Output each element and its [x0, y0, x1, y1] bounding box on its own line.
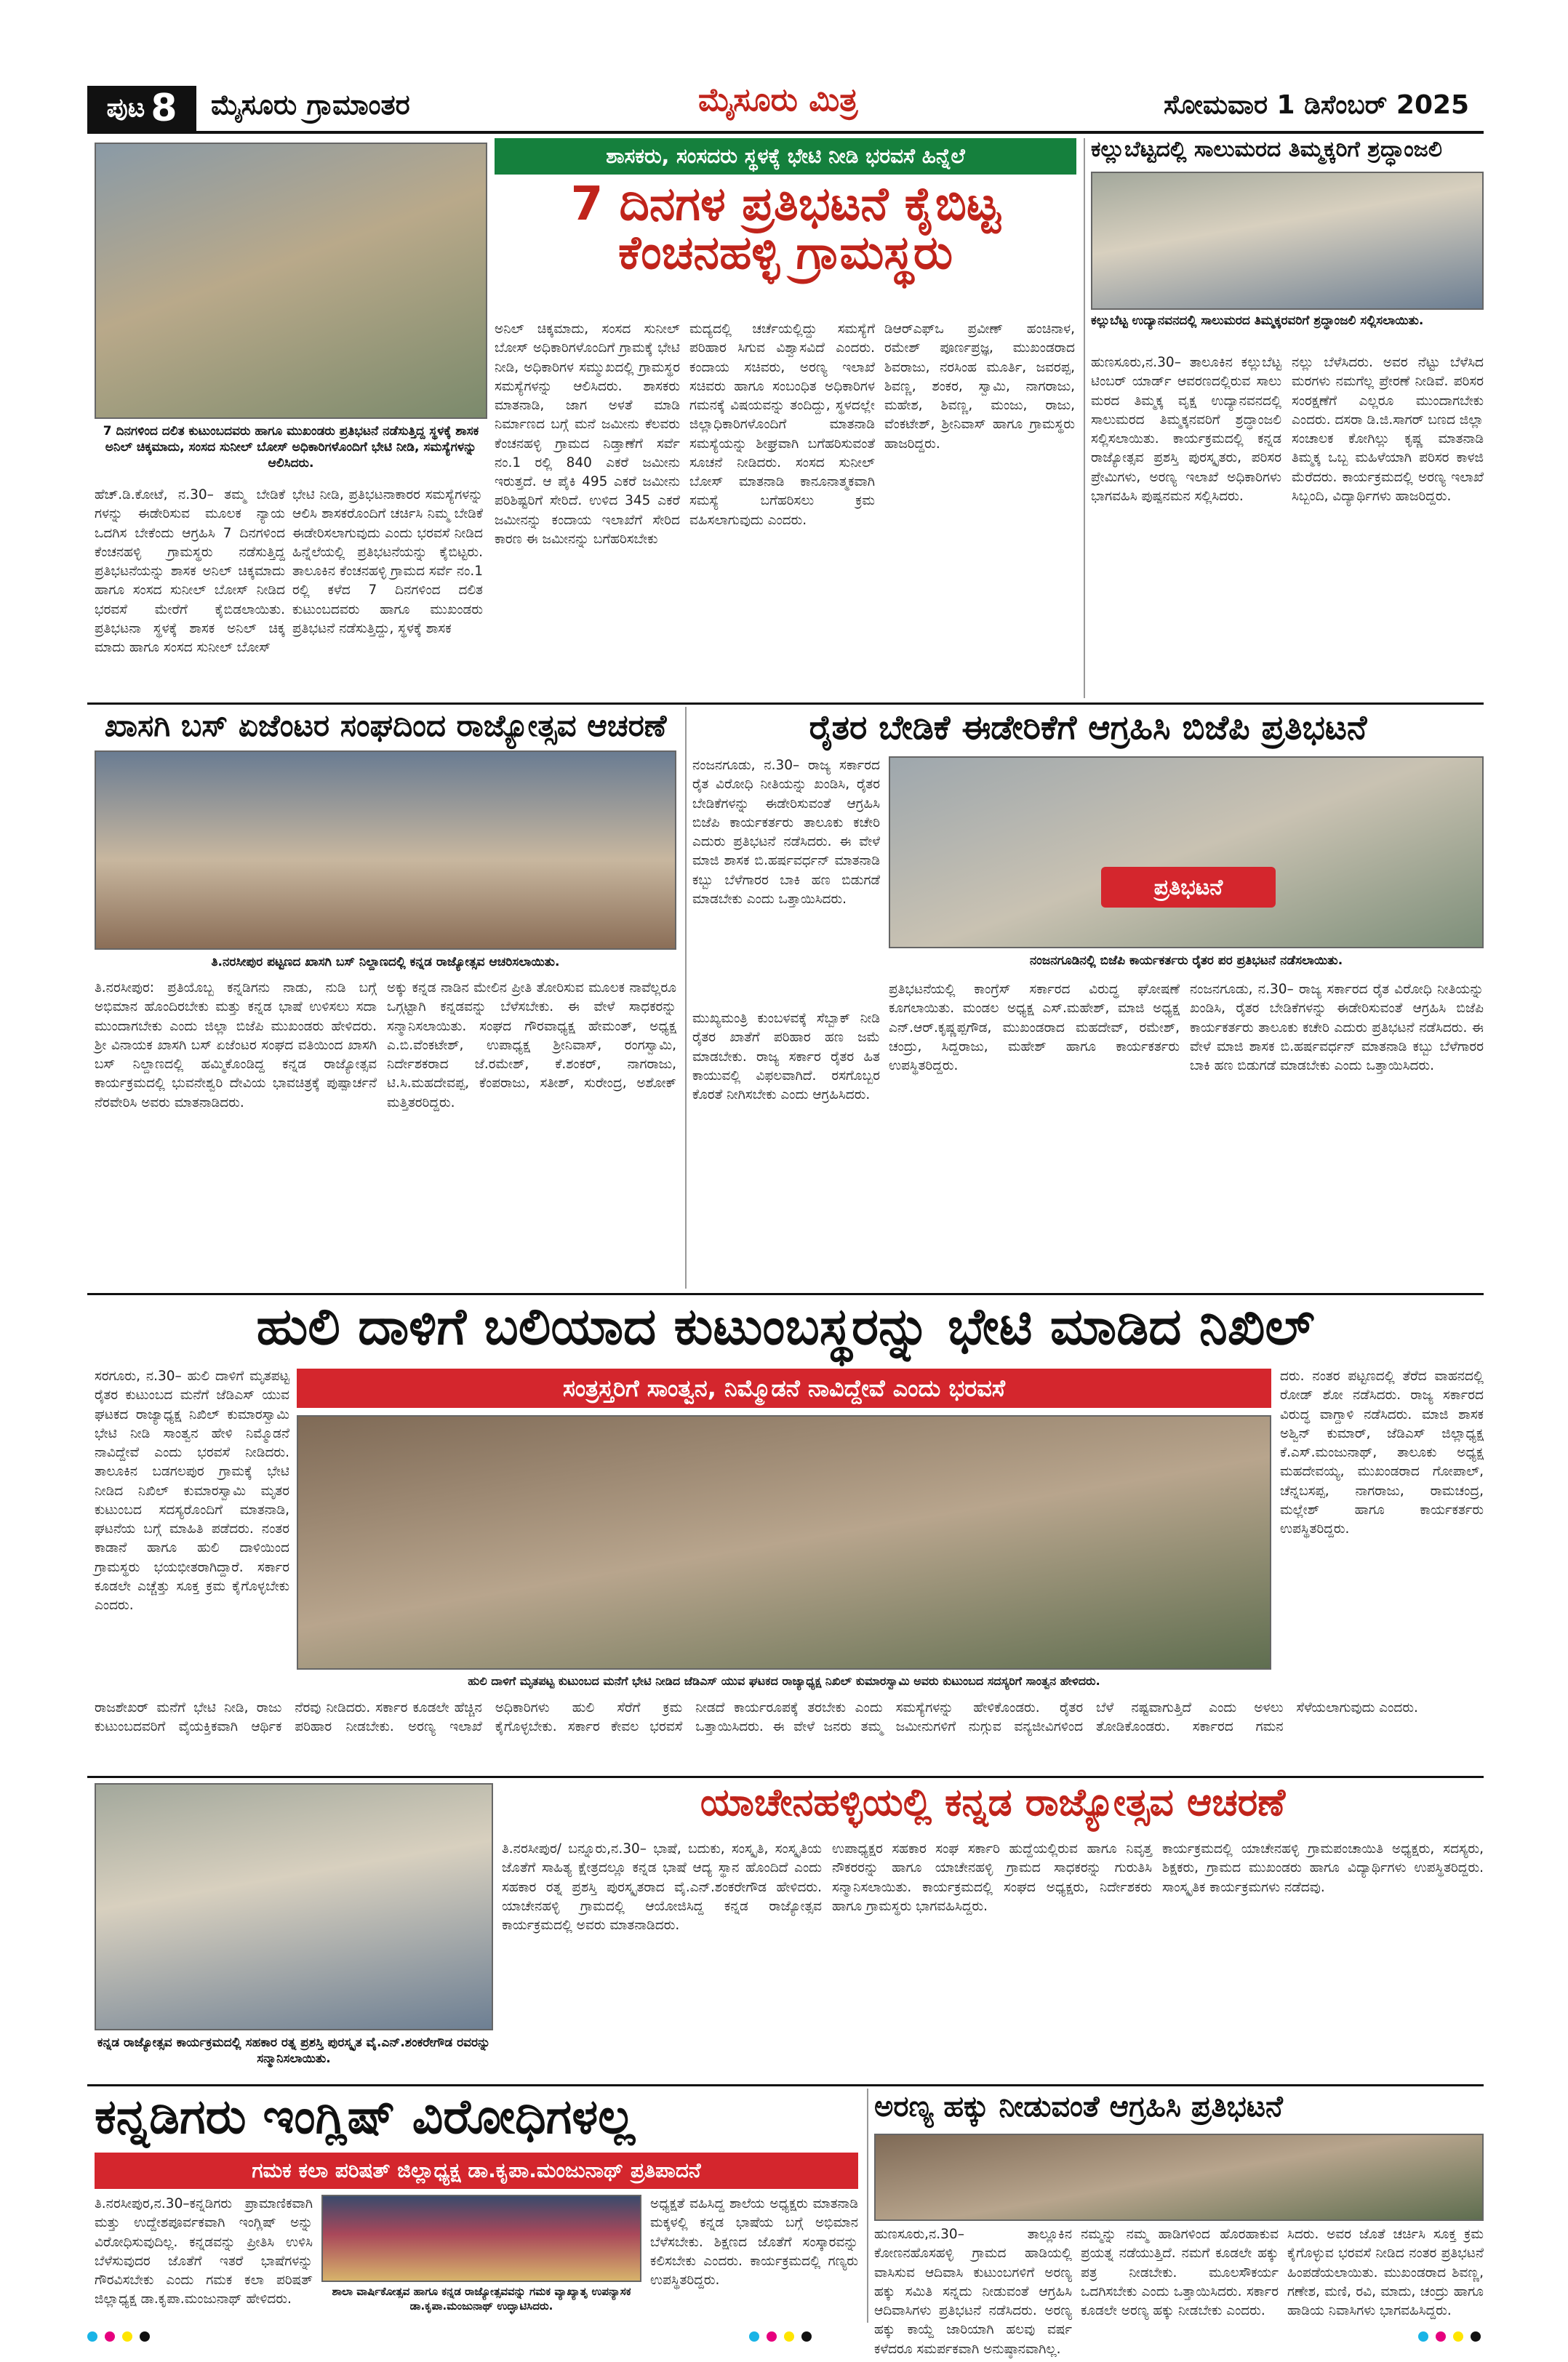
story7-caption: ಶಾಲಾ ವಾರ್ಷಿಕೋತ್ಸವ ಹಾಗೂ ಕನ್ನಡ ರಾಜ್ಯೋತ್ಸವವನ್ನು ಗಮಕ ವ್ಯಾಖ್ಯಾತೃ ಉಪನ್ಯಾಸಕ ಡಾ.ಕೃಪಾ.ಮಂಜುನಾಥ್ ಉದ್ಘಾಟಿಸಿದರು.	[332, 2285, 631, 2313]
column-divider	[685, 707, 687, 1289]
column-divider	[867, 2089, 868, 2323]
protest-photo	[95, 143, 487, 419]
cyan-dot	[749, 2331, 759, 2342]
story1-body-col5: ಡಿಆರ್‌ಎಫ್‌ಒ ಪ್ರವೀಣ್ ಹಂಚಿನಾಳ, ರಮೇಶ್ ಪೂರ್ಣಪ್ರಜ್ಞ, ಮುಖಂಡರಾದ ಶಿವರಾಜು, ನರಸಿಂಹ ಮೂರ್ತಿ, ಜವರಪ್ಪ, ಶಿವಣ್ಣ, ಶಂಕರ, ಸ್ವಾಮಿ, ನಾಗರಾಜು, ಮಹೇಶ, ಶಿವಣ್ಣ, ಮಂಜು, ರಾಜು, ವೆಂಕಟೇಶ್, ಶ್ರೀನಿವಾಸ್ ಹಾಗೂ ಗ್ರಾಮಸ್ಥರು ಹಾಜರಿದ್ದರು.	[884, 321, 1075, 452]
story2-body-col2: ನಲ್ಲು ಬೆಳೆಸಿದರು. ಅವರ ನೆಟ್ಟು ಬೆಳೆಸಿದ ಮರಗಳು ನಮಗೆಲ್ಲ ಪ್ರೇರಣೆ ನೀಡಿವೆ. ಪರಿಸರ ಸಂರಕ್ಷಣೆಗೆ ಎಲ್ಲರೂ ಮುಂದಾಗಬೇಕು ಎಂದರು. ದಸರಾ ಡಿ.ಜಿ.ಸಾಗರ್ ಬಣದ ಜಿಲ್ಲಾ ಸಂಚಾಲಕ ಕೋಗಿಲ್ಲು ಕೃಷ್ಣ ಮಾತನಾಡಿ ತಿಮ್ಮಕ್ಕ ಒಬ್ಬ ಮಹಿಳೆಯಾಗಿ ಪರಿಸರ ಕಾಳಜಿ ಮೆರೆದರು. ಕಾರ್ಯಕ್ರಮದಲ್ಲಿ ಅರಣ್ಯ ಇಲಾಖೆ ಸಿಬ್ಬಂದಿ, ವಿದ್ಯಾರ್ಥಿಗಳು ಹಾಜರಿದ್ದರು.	[1292, 355, 1484, 504]
page-label: ಪುಟ	[106, 93, 145, 123]
tribute-photo	[1091, 172, 1484, 310]
story4-body-col1: ನಂಜನಗೂಡು, ನ.30– ರಾಜ್ಯ ಸರ್ಕಾರದ ರೈತ ವಿರೋಧಿ ನೀತಿಯನ್ನು ಖಂಡಿಸಿ, ರೈತರ ಬೇಡಿಕೆಗಳನ್ನು ಈಡೇರಿಸುವಂತೆ ಆಗ್ರಹಿಸಿ ಬಿಜೆಪಿ ಕಾರ್ಯಕರ್ತರು ತಾಲೂಕು ಕಚೇರಿ ಎದುರು ಪ್ರತಿಭಟನೆ ನಡೆಸಿದರು. ಈ ವೇಳೆ ಮಾಜಿ ಶಾಸಕ ಬಿ.ಹರ್ಷವರ್ಧನ್ ಮಾತನಾಡಿ ಕಬ್ಬು ಬೆಳೆಗಾರರ ಬಾಕಿ ಹಣ ಬಿಡುಗಡೆ ಮಾಡಬೇಕು ಎಂದು ಒತ್ತಾಯಿಸಿದರು.	[692, 758, 880, 907]
story5-body-col1: ಸರಗೂರು, ನ.30– ಹುಲಿ ದಾಳಿಗೆ ಮೃತಪಟ್ಟ ರೈತರ ಕುಟುಂಬದ ಮನೆಗೆ ಜೆಡಿಎಸ್ ಯುವ ಘಟಕದ ರಾಜ್ಯಾಧ್ಯಕ್ಷ ನಿಖಿಲ್ ಕುಮಾರಸ್ವಾಮಿ ಭೇಟಿ ನೀಡಿ ಸಾಂತ್ವನ ಹೇಳಿ ನಿಮ್ಮೊಡನೆ ನಾವಿದ್ದೇವೆ ಎಂದು ಭರವಸೆ ನೀಡಿದರು. ತಾಲೂಕಿನ ಬಡಗಲಪುರ ಗ್ರಾಮಕ್ಕೆ ಭೇಟಿ ನೀಡಿದ ನಿಖಿಲ್ ಕುಮಾರಸ್ವಾಮಿ ಮೃತರ ಕುಟುಂಬದ ಸದಸ್ಯರೊಂದಿಗೆ ಮಾತನಾಡಿ, ಘಟನೆಯ ಬಗ್ಗೆ ಮಾಹಿತಿ ಪಡೆದರು. ನಂತರ ಕಾಡಾನೆ ಹಾಗೂ ಹುಲಿ ದಾಳಿಯಿಂದ ಗ್ರಾಮಸ್ಥರು ಭಯಭೀತರಾಗಿದ್ದಾರೆ. ಸರ್ಕಾರ ಕೂಡಲೇ ಎಚ್ಚೆತ್ತು ಸೂಕ್ತ ಕ್ರಮ ಕೈಗೊಳ್ಳಬೇಕು ಎಂದರು.	[95, 1369, 289, 1614]
bjp-protest-photo	[889, 756, 1484, 948]
story1-headline-line2: ಕೆಂಚನಹಳ್ಳಿ ಗ್ರಾಮಸ್ಥರು	[617, 226, 953, 281]
story1-headline	[495, 177, 1076, 281]
bus-agents-photo	[95, 750, 676, 950]
page-number: 8	[151, 87, 177, 130]
registration-dots-right	[1418, 2331, 1481, 2342]
forest-rights-protest-photo	[874, 2134, 1484, 2221]
nikhil-visit-photo	[297, 1415, 1271, 1670]
story4-body-col3: ಪ್ರತಿಭಟನೆಯಲ್ಲಿ ಕಾಂಗ್ರೆಸ್ ಸರ್ಕಾರದ ವಿರುದ್ಧ ಘೋಷಣೆ ಕೂಗಲಾಯಿತು. ಮಂಡಲ ಅಧ್ಯಕ್ಷ ಎಸ್.ಮಹೇಶ್, ಮಾಜಿ ಅಧ್ಯಕ್ಷ ಎನ್.ಆರ್.ಕೃಷ್ಣಪ್ಪಗೌಡ, ಮುಖಂಡರಾದ ಮಹದೇವ್, ರಮೇಶ್, ಚಂದ್ರು, ಸಿದ್ದರಾಜು, ಮಹೇಶ್ ಹಾಗೂ ಕಾರ್ಯಕರ್ತರು ಉಪಸ್ಥಿತರಿದ್ದರು.	[889, 982, 1180, 1074]
publication-date: ಸೋಮವಾರ 1 ಡಿಸೆಂಬರ್ 2025	[1164, 90, 1470, 120]
story2-body-col1: ಹುಣಸೂರು,ನ.30– ತಾಲೂಕಿನ ಕಲ್ಲುಬೆಟ್ಟ ಟಿಂಬರ್ ಯಾರ್ಡ್ ಆವರಣದಲ್ಲಿರುವ ಸಾಲು ಮರದ ತಿಮ್ಮಕ್ಕ ವೃಕ್ಷ ಉದ್ಯಾನವನದಲ್ಲಿ ಸಾಲುಮರದ ತಿಮ್ಮಕ್ಕನವರಿಗೆ ಶ್ರದ್ಧಾಂಜಲಿ ಸಲ್ಲಿಸಲಾಯಿತು. ಕಾರ್ಯಕ್ರಮದಲ್ಲಿ ಕನ್ನಡ ರಾಜ್ಯೋತ್ಸವ ಪ್ರಶಸ್ತಿ ಪುರಸ್ಕೃತರು, ಪರಿಸರ ಪ್ರೇಮಿಗಳು, ಅರಣ್ಯ ಇಲಾಖೆ ಅಧಿಕಾರಿಗಳು ಭಾಗವಹಿಸಿ ಪುಷ್ಪನಮನ ಸಲ್ಲಿಸಿದರು.	[1091, 355, 1281, 504]
row-divider	[87, 1776, 1484, 1778]
story5-body-continued: ರಾಜಶೇಖರ್ ಮನೆಗೆ ಭೇಟಿ ನೀಡಿ, ರಾಜು ಕುಟುಂಬದವರಿಗೆ ವೈಯಕ್ತಿಕವಾಗಿ ಆರ್ಥಿಕ ನೆರವು ನೀಡಿದರು. ಸರ್ಕಾರ ಕೂಡಲೇ ಹೆಚ್ಚಿನ ಪರಿಹಾರ ನೀಡಬೇಕು. ಅರಣ್ಯ ಇಲಾಖೆ ಅಧಿಕಾರಿಗಳು ಹುಲಿ ಸೆರೆಗೆ ಕ್ರಮ ಕೈಗೊಳ್ಳಬೇಕು. ಸರ್ಕಾರ ಕೇವಲ ಭರವಸೆ ನೀಡದೆ ಕಾರ್ಯರೂಪಕ್ಕೆ ತರಬೇಕು ಎಂದು ಒತ್ತಾಯಿಸಿದರು. ಈ ವೇಳೆ ಜನರು ತಮ್ಮ ಸಮಸ್ಯೆಗಳನ್ನು ಹೇಳಿಕೊಂಡರು. ರೈತರ ಜಮೀನುಗಳಿಗೆ ನುಗ್ಗುವ ವನ್ಯಜೀವಿಗಳಿಂದ ಬೆಳೆ ನಷ್ಟವಾಗುತ್ತಿದೆ ಎಂದು ಅಳಲು ತೋಡಿಕೊಂಡರು. ಸರ್ಕಾರದ ಗಮನ ಸೆಳೆಯಲಾಗುವುದು ಎಂದರು.	[95, 1700, 1418, 1735]
column-divider	[1084, 138, 1085, 698]
yellow-dot	[1453, 2331, 1463, 2342]
story1-caption: 7 ದಿನಗಳಿಂದ ದಲಿತ ಕುಟುಂಬದವರು ಹಾಗೂ ಮುಖಂಡರು ಪ್ರತಿಭಟನೆ ನಡೆಸುತ್ತಿದ್ದ ಸ್ಥಳಕ್ಕೆ ಶಾಸಕ ಅನಿಲ್ ಚಿಕ್ಕಮಾದು, ಸಂಸದ ಸುನೀಲ್ ಬೋಸ್ ಅಧಿಕಾರಿಗಳೊಂದಿಗೆ ಭೇಟಿ ನೀಡಿ, ಸಮಸ್ಯೆಗಳನ್ನು ಆಲಿಸಿದರು.	[103, 424, 479, 471]
school-event-photo	[321, 2195, 641, 2282]
story2-caption: ಕಲ್ಲುಬೆಟ್ಟ ಉದ್ಯಾನವನದಲ್ಲಿ ಸಾಲುಮರದ ತಿಮ್ಮಕ್ಕರವರಿಗೆ ಶ್ರದ್ಧಾಂಜಲಿ ಸಲ್ಲಿಸಲಾಯಿತು.	[1091, 313, 1424, 328]
story5-body-col2: ದರು. ನಂತರ ಪಟ್ಟಣದಲ್ಲಿ ತೆರೆದ ವಾಹನದಲ್ಲಿ ರೋಡ್ ಶೋ ನಡೆಸಿದರು. ರಾಜ್ಯ ಸರ್ಕಾರದ ವಿರುದ್ಧ ವಾಗ್ದಾಳಿ ನಡೆಸಿದರು. ಮಾಜಿ ಶಾಸಕ ಅಶ್ವಿನ್ ಕುಮಾರ್, ಜೆಡಿಎಸ್ ಜಿಲ್ಲಾಧ್ಯಕ್ಷ ಕೆ.ಎಸ್.ಮಂಜುನಾಥ್, ತಾಲೂಕು ಅಧ್ಯಕ್ಷ ಮಹದೇವಯ್ಯ, ಮುಖಂಡರಾದ ಗೋಪಾಲ್, ಚೆನ್ನಬಸಪ್ಪ, ನಾಗರಾಜು, ರಾಮಚಂದ್ರ, ಮಲ್ಲೇಶ್ ಹಾಗೂ ಕಾರ್ಯಕರ್ತರು ಉಪಸ್ಥಿತರಿದ್ದರು.	[1280, 1369, 1484, 1537]
row-divider	[87, 2084, 1484, 2086]
story3-body-col2: ಅಕ್ಕು ಕನ್ನಡ ನಾಡಿನ ಮೇಲಿನ ಪ್ರೀತಿ ತೋರಿಸುವ ಮೂಲಕ ನಾವೆಲ್ಲರೂ ಒಗ್ಗಟ್ಟಾಗಿ ಕನ್ನಡವನ್ನು ಬೆಳೆಸಬೇಕು. ಈ ವೇಳೆ ಸಾಧಕರನ್ನು ಸನ್ಮಾನಿಸಲಾಯಿತು. ಸಂಘದ ಗೌರವಾಧ್ಯಕ್ಷ ಹೇಮಂತ್, ಅಧ್ಯಕ್ಷ ಎ.ಬಿ.ವೆಂಕಟೇಶ್, ಉಪಾಧ್ಯಕ್ಷ ಶ್ರೀನಿವಾಸ್, ರಂಗಸ್ವಾಮಿ, ನಿರ್ದೇಶಕರಾದ ಜೆ.ರಮೇಶ್, ಕೆ.ಶಂಕರ್, ನಾಗರಾಜು, ಟಿ.ಸಿ.ಮಹದೇವಪ್ಪ, ಕೆಂಪರಾಜು, ಸತೀಶ್, ಸುರೇಂದ್ರ, ಅಶೋಕ್ ಮತ್ತಿತರರಿದ್ದರು.	[387, 980, 676, 1110]
story1-body-col2: ಭೇಟಿ ನೀಡಿ, ಪ್ರತಿಭಟನಾಕಾರರ ಸಮಸ್ಯೆಗಳನ್ನು ಆಲಿಸಿ ಶಾಸಕರೊಂದಿಗೆ ಚರ್ಚಿಸಿ ನಿಮ್ಮ ಬೇಡಿಕೆ ಈಡೇರಿಸಲಾಗುವುದು ಎಂದು ಭರವಸೆ ನೀಡಿದ ಹಿನ್ನೆಲೆಯಲ್ಲಿ ಪ್ರತಿಭಟನೆಯನ್ನು ಕೈಬಿಟ್ಟರು. ತಾಲೂಕಿನ ಕೆಂಚನಹಳ್ಳಿ ಗ್ರಾಮದ ಸರ್ವೆ ನಂ.1 ರಲ್ಲಿ ಕಳೆದ 7 ದಿನಗಳಿಂದ ದಲಿತ ಕುಟುಂಬದವರು ಹಾಗೂ ಮುಖಂಡರು ಪ್ರತಿಭಟನೆ ನಡೆಸುತ್ತಿದ್ದು, ಸ್ಥಳಕ್ಕೆ ಶಾಸಕ	[292, 487, 483, 636]
story3-body-col1: ತಿ.ನರಸೀಪುರ: ಪ್ರತಿಯೊಬ್ಬ ಕನ್ನಡಿಗನು ನಾಡು, ನುಡಿ ಬಗ್ಗೆ ಅಭಿಮಾನ ಹೊಂದಿರಬೇಕು ಮತ್ತು ಕನ್ನಡ ಭಾಷೆ ಉಳಿಸಲು ಸದಾ ಮುಂದಾಗಬೇಕು ಎಂದು ಜಿಲ್ಲಾ ಬಿಜೆಪಿ ಮುಖಂಡರು ಹೇಳಿದರು. ಶ್ರೀ ವಿನಾಯಕ ಖಾಸಗಿ ಬಸ್ ಏಜೆಂಟರ ಸಂಘದ ವತಿಯಿಂದ ಖಾಸಗಿ ಬಸ್ ನಿಲ್ದಾಣದಲ್ಲಿ ಹಮ್ಮಿಕೊಂಡಿದ್ದ ಕನ್ನಡ ರಾಜ್ಯೋತ್ಸವ ಕಾರ್ಯಕ್ರಮದಲ್ಲಿ ಭುವನೇಶ್ವರಿ ದೇವಿಯ ಭಾವಚಿತ್ರಕ್ಕೆ ಪುಷ್ಪಾರ್ಚನೆ ನೆರವೇರಿಸಿ ಅವರು ಮಾತನಾಡಿದರು.	[95, 980, 377, 1110]
magenta-dot	[1436, 2331, 1446, 2342]
protest-banner: ಪ್ರತಿಭಟನೆ	[1101, 867, 1276, 908]
story4-caption: ನಂಜನಗೂಡಿನಲ್ಲಿ ಬಿಜೆಪಿ ಕಾರ್ಯಕರ್ತರು ರೈತರ ಪರ ಪ್ರತಿಭಟನೆ ನಡೆಸಲಾಯಿತು.	[1029, 953, 1343, 968]
story4-body-col2: ಮುಖ್ಯಮಂತ್ರಿ ಕುಂಬಳವಕ್ಕೆ ಸೆಬ್ಬಾಕ್ ನೀಡಿ ರೈತರ ಖಾತೆಗೆ ಪರಿಹಾರ ಹಣ ಜಮೆ ಮಾಡಬೇಕು. ರಾಜ್ಯ ಸರ್ಕಾರ ರೈತರ ಹಿತ ಕಾಯುವಲ್ಲಿ ವಿಫಲವಾಗಿದೆ. ರಸಗೊಬ್ಬರ ಕೊರತೆ ನೀಗಿಸಬೇಕು ಎಂದು ಆಗ್ರಹಿಸಿದರು.	[692, 1011, 880, 1103]
story8-headline: ಅರಣ್ಯ ಹಕ್ಕು ನೀಡುವಂತೆ ಆಗ್ರಹಿಸಿ ಪ್ರತಿಭಟನೆ	[874, 2090, 1283, 2123]
black-dot	[1471, 2331, 1481, 2342]
story7-kicker: ಗಮಕ ಕಲಾ ಪರಿಷತ್ ಜಿಲ್ಲಾಧ್ಯಕ್ಷ ಡಾ.ಕೃಪಾ.ಮಂಜುನಾಥ್ ಪ್ರತಿಪಾದನೆ	[95, 2153, 858, 2189]
black-dot	[140, 2331, 150, 2342]
magenta-dot	[105, 2331, 115, 2342]
felicitation-photo	[95, 1783, 493, 2030]
yellow-dot	[122, 2331, 132, 2342]
story6-body-col3: ಕಾರ್ಯಕ್ರಮದಲ್ಲಿ ಯಾಚೇನಹಳ್ಳಿ ಗ್ರಾಮಪಂಚಾಯಿತಿ ಅಧ್ಯಕ್ಷರು, ಸದಸ್ಯರು, ಶಿಕ್ಷಕರು, ಗ್ರಾಮದ ಮುಖಂಡರು ಹಾಗೂ ವಿದ್ಯಾರ್ಥಿಗಳು ಉಪಸ್ಥಿತರಿದ್ದರು. ಸಾಂಸ್ಕೃತಿಕ ಕಾರ್ಯಕ್ರಮಗಳು ನಡೆದವು.	[1162, 1841, 1484, 1895]
story8-body-col2: ನಮ್ಮನ್ನು ನಮ್ಮ ಹಾಡಿಗಳಿಂದ ಹೊರಹಾಕುವ ಪ್ರಯತ್ನ ನಡೆಯುತ್ತಿದೆ. ನಮಗೆ ಕೂಡಲೇ ಹಕ್ಕು ಪತ್ರ ನೀಡಬೇಕು. ಮೂಲಸೌಕರ್ಯ ಒದಗಿಸಬೇಕು ಎಂದು ಒತ್ತಾಯಿಸಿದರು. ಸರ್ಕಾರ ಕೂಡಲೇ ಅರಣ್ಯ ಹಕ್ಕು ನೀಡಬೇಕು ಎಂದರು.	[1081, 2227, 1279, 2319]
story6-headline: ಯಾಚೇನಹಳ್ಳಿಯಲ್ಲಿ ಕನ್ನಡ ರಾಜ್ಯೋತ್ಸವ ಆಚರಣೆ	[700, 1781, 1286, 1825]
row-divider	[87, 702, 1484, 705]
registration-dots-center	[749, 2331, 812, 2342]
cyan-dot	[1418, 2331, 1428, 2342]
cyan-dot	[87, 2331, 97, 2342]
page-number-tag	[87, 86, 196, 131]
magenta-dot	[767, 2331, 777, 2342]
story1-body-col1: ಹೆಚ್.ಡಿ.ಕೋಟೆ, ನ.30– ತಮ್ಮ ಬೇಡಿಕೆ ಗಳನ್ನು ಈಡೇರಿಸುವ ಮೂಲಕ ನ್ಯಾಯ ಒದಗಿಸ ಬೇಕೆಂದು ಆಗ್ರಹಿಸಿ 7 ದಿನಗಳಿಂದ ಕೆಂಚನಹಳ್ಳಿ ಗ್ರಾಮಸ್ಥರು ನಡೆಸುತ್ತಿದ್ದ ಪ್ರತಿಭಟನೆಯನ್ನು ಶಾಸಕ ಅನಿಲ್ ಚಿಕ್ಕಮಾದು ಹಾಗೂ ಸಂಸದ ಸುನೀಲ್ ಬೋಸ್ ನೀಡಿದ ಭರವಸೆ ಮೇರೆಗೆ ಕೈಬಿಡಲಾಯಿತು. ಪ್ರತಿಭಟನಾ ಸ್ಥಳಕ್ಕೆ ಶಾಸಕ ಅನಿಲ್ ಚಿಕ್ಕ ಮಾದು ಹಾಗೂ ಸಂಸದ ಸುನೀಲ್ ಬೋಸ್	[95, 487, 285, 656]
story8-body-col1: ಹುಣಸೂರು,ನ.30– ತಾಲ್ಲೂಕಿನ ಕೋಣನಹೊಸಹಳ್ಳಿ ಗ್ರಾಮದ ಹಾಡಿಯಲ್ಲಿ ವಾಸಿಸುವ ಆದಿವಾಸಿ ಕುಟುಂಬಗಳಿಗೆ ಅರಣ್ಯ ಹಕ್ಕು ಸಮಿತಿ ಸನ್ನದು ನೀಡುವಂತೆ ಆಗ್ರಹಿಸಿ ಆದಿವಾಸಿಗಳು ಪ್ರತಿಭಟನೆ ನಡೆಸಿದರು. ಅರಣ್ಯ ಹಕ್ಕು ಕಾಯ್ದೆ ಜಾರಿಯಾಗಿ ಹಲವು ವರ್ಷ ಕಳೆದರೂ ಸಮರ್ಪಕವಾಗಿ ಅನುಷ್ಠಾನವಾಗಿಲ್ಲ.	[874, 2227, 1072, 2357]
story1-headline-line1: 7 ದಿನಗಳ ಪ್ರತಿಭಟನೆ ಕೈಬಿಟ್ಟ	[570, 177, 1001, 231]
story8-body-col3: ಸಿದರು. ಅವರ ಜೊತೆ ಚರ್ಚಿಸಿ ಸೂಕ್ತ ಕ್ರಮ ಕೈಗೊಳ್ಳುವ ಭರವಸೆ ನೀಡಿದ ನಂತರ ಪ್ರತಿಭಟನೆ ಹಿಂಪಡೆಯಲಾಯಿತು. ಮುಖಂಡರಾದ ಶಿವಣ್ಣ, ಗಣೇಶ, ಮಣಿ, ರವಿ, ಮಾದು, ಚಂದ್ರು ಹಾಗೂ ಹಾಡಿಯ ನಿವಾಸಿಗಳು ಭಾಗವಹಿಸಿದ್ದರು.	[1287, 2227, 1484, 2319]
story3-caption: ತಿ.ನರಸೀಪುರ ಪಟ್ಟಣದ ಖಾಸಗಿ ಬಸ್ ನಿಲ್ದಾಣದಲ್ಲಿ ಕನ್ನಡ ರಾಜ್ಯೋತ್ಸವ ಆಚರಿಸಲಾಯಿತು.	[211, 955, 560, 969]
story6-body-col2: ಉಪಾಧ್ಯಕ್ಷರ ಸಹಕಾರ ಸಂಘ ಸರ್ಕಾರಿ ಹುದ್ದೆಯಲ್ಲಿರುವ ಹಾಗೂ ನಿವೃತ್ತ ನೌಕರರನ್ನು ಹಾಗೂ ಯಾಚೇನಹಳ್ಳಿ ಗ್ರಾಮದ ಸಾಧಕರನ್ನು ಗುರುತಿಸಿ ಸನ್ಮಾನಿಸಲಾಯಿತು. ಕಾರ್ಯಕ್ರಮದಲ್ಲಿ ಸಂಘದ ಅಧ್ಯಕ್ಷರು, ನಿರ್ದೇಶಕರು ಹಾಗೂ ಗ್ರಾಮಸ್ಥರು ಭಾಗವಹಿಸಿದ್ದರು.	[832, 1841, 1152, 1914]
story5-headline: ಹುಲಿ ದಾಳಿಗೆ ಬಲಿಯಾದ ಕುಟುಂಬಸ್ಥರನ್ನು ಭೇಟಿ ಮಾಡಿದ ನಿಖಿಲ್	[256, 1297, 1315, 1356]
section-title: ಮೈಸೂರು ಗ್ರಾಮಾಂತರ	[211, 89, 410, 121]
registration-dots-left	[87, 2331, 150, 2342]
story7-body-col1: ತಿ.ನರಸೀಪುರ,ನ.30–ಕನ್ನಡಿಗರು ಪ್ರಾಮಾಣಿಕವಾಗಿ ಮತ್ತು ಉದ್ದೇಶಪೂರ್ವಕವಾಗಿ ಇಂಗ್ಲಿಷ್ ಅನ್ನು ವಿರೋಧಿಸುವುದಿಲ್ಲ. ಕನ್ನಡವನ್ನು ಪ್ರೀತಿಸಿ ಉಳಿಸಿ ಬೆಳೆಸುವುದರ ಜೊತೆಗೆ ಇತರೆ ಭಾಷೆಗಳನ್ನು ಗೌರವಿಸಬೇಕು ಎಂದು ಗಮಕ ಕಲಾ ಪರಿಷತ್ ಜಿಲ್ಲಾಧ್ಯಕ್ಷ ಡಾ.ಕೃಪಾ.ಮಂಜುನಾಥ್ ಹೇಳಿದರು.	[95, 2196, 313, 2307]
black-dot	[801, 2331, 812, 2342]
story7-body-col2: ಅಧ್ಯಕ್ಷತೆ ವಹಿಸಿದ್ದ ಶಾಲೆಯ ಅಧ್ಯಕ್ಷರು ಮಾತನಾಡಿ ಮಕ್ಕಳಲ್ಲಿ ಕನ್ನಡ ಭಾಷೆಯ ಬಗ್ಗೆ ಅಭಿಮಾನ ಬೆಳೆಸಬೇಕು. ಶಿಕ್ಷಣದ ಜೊತೆಗೆ ಸಂಸ್ಕಾರವನ್ನು ಕಲಿಸಬೇಕು ಎಂದರು. ಕಾರ್ಯಕ್ರಮದಲ್ಲಿ ಗಣ್ಯರು ಉಪಸ್ಥಿತರಿದ್ದರು.	[650, 2196, 858, 2289]
yellow-dot	[784, 2331, 794, 2342]
story6-body-col1: ತಿ.ನರಸೀಪುರ/ ಬನ್ನೂರು,ನ.30– ಭಾಷೆ, ಬದುಕು, ಸಂಸ್ಕೃತಿ, ಸಂಸ್ಕೃತಿಯ ಜೊತೆಗೆ ಸಾಹಿತ್ಯ ಕ್ಷೇತ್ರದಲ್ಲೂ ಕನ್ನಡ ಭಾಷೆ ಆದ್ಯ ಸ್ಥಾನ ಹೊಂದಿದೆ ಎಂದು ಸಹಕಾರ ರತ್ನ ಪ್ರಶಸ್ತಿ ಪುರಸ್ಕೃತರಾದ ವೈ.ಎನ್.ಶಂಕರೇಗೌಡ ಹೇಳಿದರು. ಯಾಚೇನಹಳ್ಳಿ ಗ್ರಾಮದಲ್ಲಿ ಆಯೋಜಿಸಿದ್ದ ಕನ್ನಡ ರಾಜ್ಯೋತ್ಸವ ಕಾರ್ಯಕ್ರಮದಲ್ಲಿ ಅವರು ಮಾತನಾಡಿದರು.	[502, 1841, 822, 1934]
story2-headline: ಕಲ್ಲುಬೆಟ್ಟದಲ್ಲಿ ಸಾಲುಮರದ ತಿಮ್ಮಕ್ಕರಿಗೆ ಶ್ರದ್ಧಾಂಜಲಿ	[1091, 137, 1442, 162]
row-divider	[87, 1293, 1484, 1295]
story5-caption: ಹುಲಿ ದಾಳಿಗೆ ಮೃತಪಟ್ಟ ಕುಟುಂಬದ ಮನೆಗೆ ಭೇಟಿ ನೀಡಿದ ಜೆಡಿಎಸ್ ಯುವ ಘಟಕದ ರಾಜ್ಯಾಧ್ಯಕ್ಷ ನಿಖಿಲ್ ಕುಮಾರಸ್ವಾಮಿ ಅವರು ಕುಟುಂಬದ ಸದಸ್ಯರಿಗೆ ಸಾಂತ್ವನ ಹೇಳಿದರು.	[468, 1674, 1100, 1688]
story7-headline: ಕನ್ನಡಿಗರು ಇಂಗ್ಲಿಷ್ ವಿರೋಧಿಗಳಲ್ಲ	[95, 2089, 635, 2145]
story1-kicker: ಶಾಸಕರು, ಸಂಸದರು ಸ್ಥಳಕ್ಕೆ ಭೇಟಿ ನೀಡಿ ಭರವಸೆ ಹಿನ್ನೆಲೆ	[495, 138, 1076, 175]
story6-caption: ಕನ್ನಡ ರಾಜ್ಯೋತ್ಸವ ಕಾರ್ಯಕ್ರಮದಲ್ಲಿ ಸಹಕಾರ ರತ್ನ ಪ್ರಶಸ್ತಿ ಪುರಸ್ಕೃತ ವೈ.ಎನ್.ಶಂಕರೇಗೌಡ ರವರನ್ನು ಸನ್ಮಾನಿಸಲಾಯಿತು.	[97, 2035, 491, 2067]
story4-headline: ರೈತರ ಬೇಡಿಕೆ ಈಡೇರಿಕೆಗೆ ಆಗ್ರಹಿಸಿ ಬಿಜೆಪಿ ಪ್ರತಿಭಟನೆ	[809, 708, 1367, 747]
story1-body-col4: ಮದ್ಯದಲ್ಲಿ ಚರ್ಚೆಯಲ್ಲಿದ್ದು ಸಮಸ್ಯೆಗೆ ಪರಿಹಾರ ಸಿಗುವ ವಿಶ್ವಾಸವಿದೆ ಎಂದರು. ಕಂದಾಯ ಸಚಿವರು, ಅರಣ್ಯ ಇಲಾಖೆ ಸಚಿವರು ಹಾಗೂ ಸಂಬಂಧಿತ ಅಧಿಕಾರಿಗಳ ಗಮನಕ್ಕೆ ವಿಷಯವನ್ನು ತಂದಿದ್ದು, ಸ್ಥಳದಲ್ಲೇ ಜಿಲ್ಲಾಧಿಕಾರಿಗಳೊಂದಿಗೆ ಮಾತನಾಡಿ ಸಮಸ್ಯೆಯನ್ನು ಶೀಘ್ರವಾಗಿ ಬಗೆಹರಿಸುವಂತೆ ಸೂಚನೆ ನೀಡಿದರು. ಸಂಸದ ಸುನೀಲ್ ಬೋಸ್ ಮಾತನಾಡಿ ಕಾನೂನಾತ್ಮಕವಾಗಿ ಸಮಸ್ಯೆ ಬಗೆಹರಿಸಲು ಕ್ರಮ ವಹಿಸಲಾಗುವುದು ಎಂದರು.	[689, 321, 875, 528]
story1-body-col3: ಅನಿಲ್ ಚಿಕ್ಕಮಾದು, ಸಂಸದ ಸುನೀಲ್ ಬೋಸ್ ಅಧಿಕಾರಿಗಳೊಂದಿಗೆ ಗ್ರಾಮಕ್ಕೆ ಭೇಟಿ ನೀಡಿ, ಅಧಿಕಾರಿಗಳ ಸಮ್ಮುಖದಲ್ಲಿ ಗ್ರಾಮಸ್ಥರ ಸಮಸ್ಯೆಗಳನ್ನು ಆಲಿಸಿದರು. ಶಾಸಕರು ಮಾತನಾಡಿ, ಜಾಗ ಅಳತೆ ಮಾಡಿ ನಿರ್ಮಾಣದ ಬಗ್ಗೆ ಮನೆ ಜಮೀನು ಕೆಲವರು ಕೆಂಚನಹಳ್ಳಿ ಗ್ರಾಮದ ನಿಡ್ತಾಣೆಗೆ ಸರ್ವೆ ನಂ.1 ರಲ್ಲಿ 840 ಎಕರೆ ಜಮೀನು ಇರುತ್ತದೆ. ಆ ಪೈಕಿ 495 ಎಕರೆ ಜಮೀನು ಪರಿಶಿಷ್ಟರಿಗೆ ಸೇರಿದೆ. ಉಳಿದ 345 ಎಕರೆ ಜಮೀನನ್ನು ಕಂದಾಯ ಇಲಾಖೆಗೆ ಸೇರಿದ ಕಾರಣ ಈ ಜಮೀನನ್ನು ಬಗೆಹರಿಸಬೇಕು	[495, 321, 680, 547]
story3-headline: ಖಾಸಗಿ ಬಸ್ ಏಜೆಂಟರ ಸಂಘದಿಂದ ರಾಜ್ಯೋತ್ಸವ ಆಚರಣೆ	[104, 708, 667, 743]
newspaper-name: ಮೈಸೂರು ಮಿತ್ರ	[698, 81, 858, 119]
story4-body-col4: ನಂಜನಗೂಡು, ನ.30– ರಾಜ್ಯ ಸರ್ಕಾರದ ರೈತ ವಿರೋಧಿ ನೀತಿಯನ್ನು ಖಂಡಿಸಿ, ರೈತರ ಬೇಡಿಕೆಗಳನ್ನು ಈಡೇರಿಸುವಂತೆ ಆಗ್ರಹಿಸಿ ಬಿಜೆಪಿ ಕಾರ್ಯಕರ್ತರು ತಾಲೂಕು ಕಚೇರಿ ಎದುರು ಪ್ರತಿಭಟನೆ ನಡೆಸಿದರು. ಈ ವೇಳೆ ಮಾಜಿ ಶಾಸಕ ಬಿ.ಹರ್ಷವರ್ಧನ್ ಮಾತನಾಡಿ ಕಬ್ಬು ಬೆಳೆಗಾರರ ಬಾಕಿ ಹಣ ಬಿಡುಗಡೆ ಮಾಡಬೇಕು ಎಂದು ಒತ್ತಾಯಿಸಿದರು.	[1190, 982, 1484, 1074]
story5-kicker: ಸಂತ್ರಸ್ತರಿಗೆ ಸಾಂತ್ವನ, ನಿಮ್ಮೊಡನೆ ನಾವಿದ್ದೇವೆ ಎಂದು ಭರವಸೆ	[297, 1369, 1271, 1408]
